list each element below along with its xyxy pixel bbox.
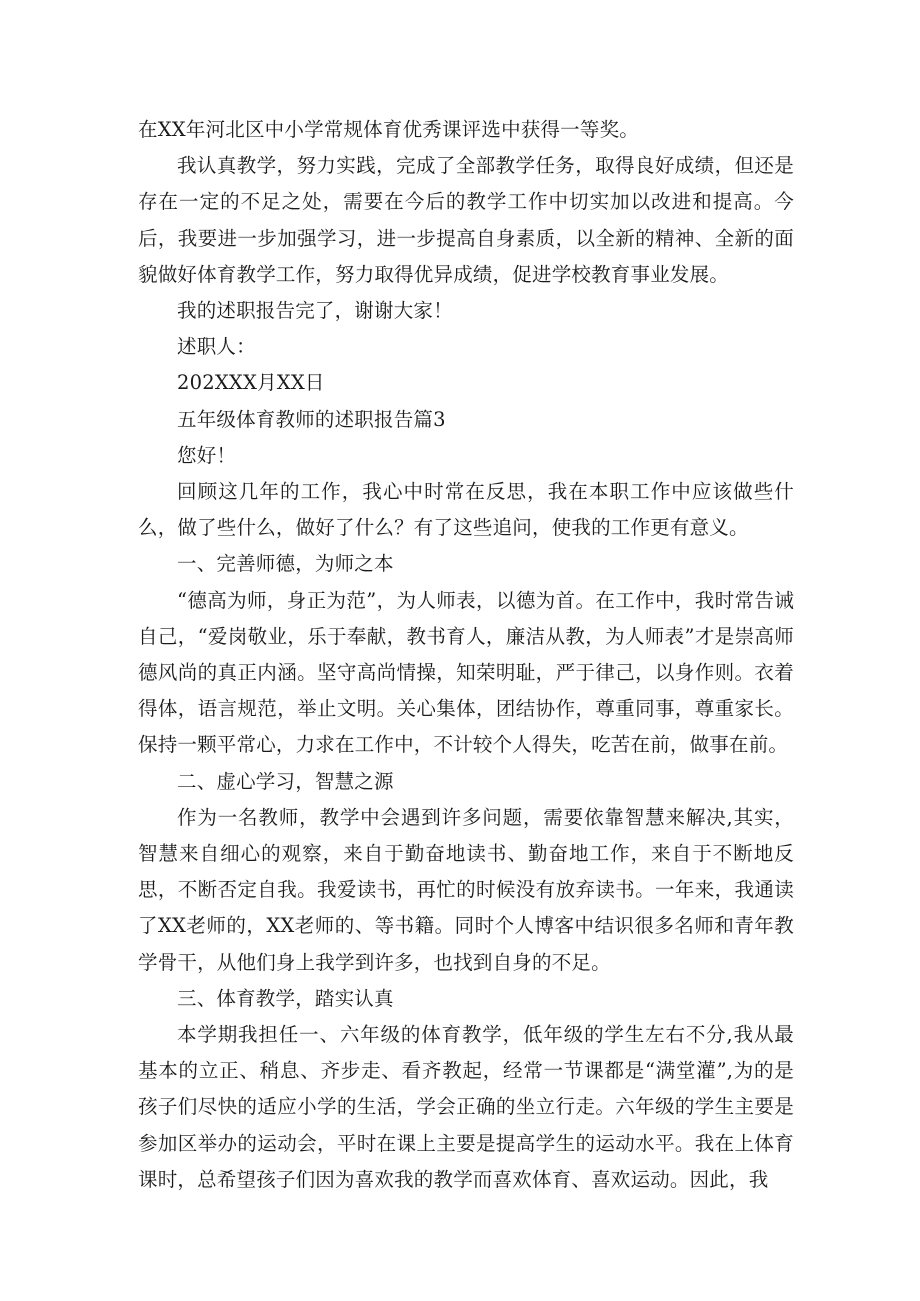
paragraph: 三、体育教学，踏实认真: [177, 986, 394, 1010]
document-body: [138, 112, 794, 1198]
paragraph: 一、完善师德，为师之本: [177, 552, 394, 576]
paragraph: 二、虚心学习，智慧之源: [177, 769, 394, 793]
paragraph: 述职人：: [177, 335, 256, 359]
paragraph: 回顾这几年的工作，我心中时常在反思，我在本职工作中应该做些什么，做了些什么，做好了什么？有了这些追问，使我的工作更有意义。: [138, 480, 794, 540]
paragraph: “德高为师，身正为范”，为人师表，以德为首。在工作中，我时常告诫自己，“爱岗敬业，乐于奉献，教书育人，廉洁从教，为人师表”才是崇高师德风尚的真正内涵。坚守高尚情操，知荣明耻，严于律己，以身作则。衣着得体，语言规范，举止文明。关心集体，团结协作，尊重同事，尊重家长。保持一颗平常心，力求在工作中，不计较个人得失，吃苦在前，做事在前。: [138, 588, 794, 757]
paragraph: 202XXX月XX日: [177, 371, 325, 395]
paragraph: 在XX年河北区中小学常规体育优秀课评选中获得一等奖。: [138, 118, 639, 141]
paragraph: 作为一名教师，教学中会遇到许多问题，需要依靠智慧来解决,其实，智慧来自细心的观察，来自于勤奋地读书、勤奋地工作，来自于不断地反思，不断否定自我。我爱读书，再忙的时候没有放弃读书。一年来，我通读了XX老师的，XX老师的、等书籍。同时个人博客中结识很多名师和青年教学骨干，从他们身上我学到许多，也找到自身的不足。: [138, 805, 794, 974]
paragraph: 您好！: [177, 443, 237, 467]
paragraph: 本学期我担任一、六年级的体育教学，低年级的学生左右不分,我从最基本的立正、稍息、齐步走、看齐教起，经常一节课都是“满堂灌”,为的是孩子们尽快的适应小学的生活，学会正确的坐立行走。六年级的学生主要是参加区举办的运动会，平时在课上主要是提高学生的运动水平。我在上体育课时，总希望孩子们因为喜欢我的教学而喜欢体育、喜欢运动。因此，我: [138, 1023, 794, 1191]
paragraph: 五年级体育教师的述职报告篇3: [177, 407, 446, 431]
paragraph: 我的述职报告完了，谢谢大家！: [177, 299, 453, 323]
paragraph: 我认真教学，努力实践，完成了全部教学任务，取得良好成绩，但还是存在一定的不足之处，需要在今后的教学工作中切实加以改进和提高。今后，我要进一步加强学习，进一步提高自身素质，以全新的精神、全新的面貌做好体育教学工作，努力取得优异成绩，促进学校教育事业发展。: [138, 154, 794, 286]
